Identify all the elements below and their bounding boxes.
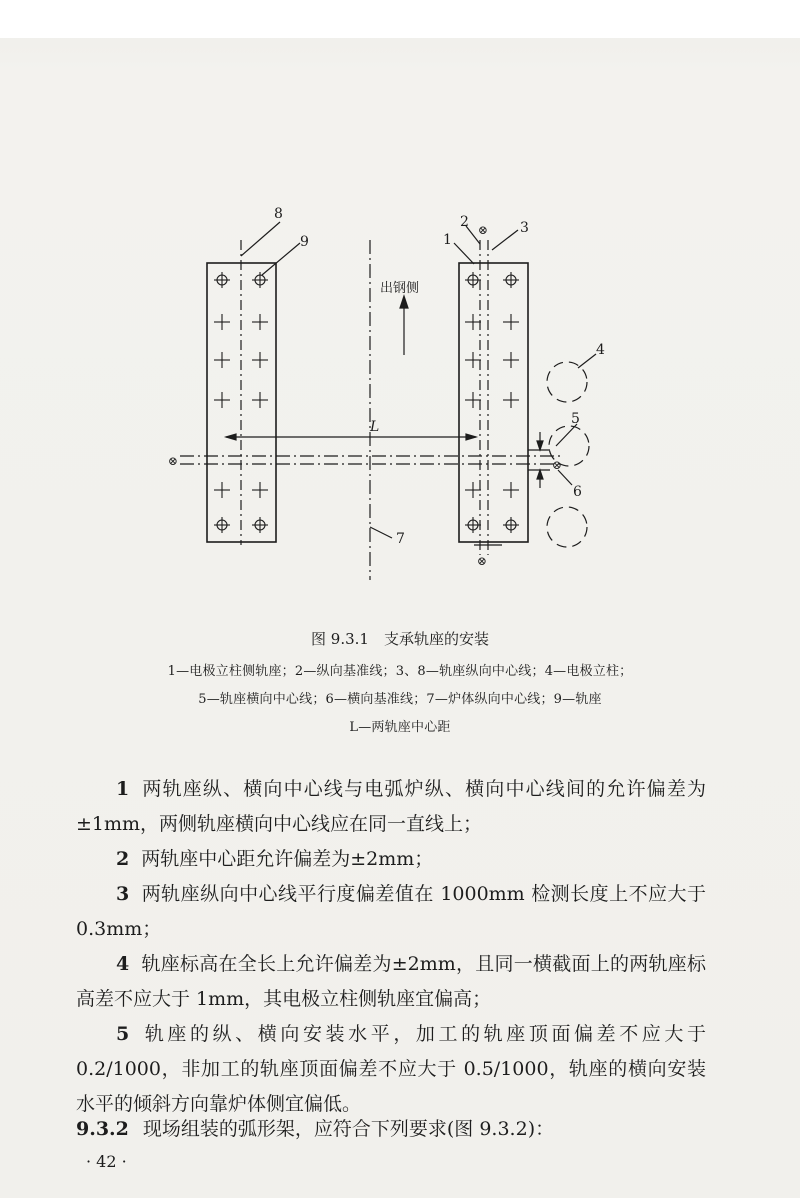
item-text: 轨座标高在全长上允许偏差为±2mm，且同一横截面上的两轨座标高差不应大于 1mm，其电极立柱侧轨座宜偏高； — [76, 953, 706, 1010]
item-number: 2 — [116, 848, 130, 870]
cross-marker-bottom: ⊗ — [477, 554, 488, 568]
clause-heading — [76, 1112, 706, 1147]
list-item — [76, 842, 706, 877]
label-L: L — [370, 419, 380, 435]
item-number: 3 — [116, 883, 130, 905]
clause-number: 9.3.2 — [76, 1118, 129, 1140]
clause-text: 现场组装的弧形架，应符合下列要求(图 9.3.2)： — [142, 1118, 555, 1140]
figure-legend-line-2: 5—轨座横向中心线；6—横向基准线；7—炉体纵向中心线；9—轨座 — [198, 692, 602, 707]
label-outlet-side: 出钢侧 — [380, 281, 420, 296]
item-text: 两轨座纵向中心线平行度偏差值在 1000mm 检测长度上不应大于 0.3mm； — [76, 883, 706, 940]
label-1: 1 — [443, 232, 452, 248]
label-9: 9 — [300, 234, 309, 250]
scan-top-margin — [0, 0, 800, 38]
item-text: 两轨座纵、横向中心线与电弧炉纵、横向中心线间的允许偏差为±1mm，两侧轨座横向中心线应在同一直线上； — [76, 778, 706, 835]
page-number: · 42 · — [86, 1152, 127, 1171]
label-7: 7 — [396, 531, 405, 547]
list-item — [76, 877, 706, 947]
item-number: 4 — [116, 953, 130, 975]
label-5: 5 — [571, 411, 580, 427]
figure-caption: 图 9.3.1 支承轨座的安装 — [311, 630, 489, 648]
list-item — [76, 772, 706, 842]
figure-legend-line-3: L—两轨座中心距 — [349, 720, 451, 735]
label-6: 6 — [573, 484, 582, 500]
list-item — [76, 1017, 706, 1122]
item-text: 两轨座中心距允许偏差为±2mm； — [141, 848, 434, 870]
cross-marker-top: ⊗ — [478, 223, 489, 237]
item-number: 1 — [116, 778, 130, 800]
list-item — [76, 947, 706, 1017]
label-4: 4 — [596, 342, 605, 358]
figure-rail-seat-installation — [150, 200, 610, 580]
right-rail-seat — [459, 263, 528, 542]
cross-marker-right: ⊗ — [552, 458, 563, 472]
item-text: 轨座的纵、横向安装水平，加工的轨座顶面偏差不应大于 0.2/1000，非加工的轨座顶面偏差不应大于 0.5/1000，轨座的横向安装水平的倾斜方向靠炉体侧宜偏低。 — [76, 1023, 706, 1115]
cross-marker-left: ⊗ — [168, 454, 179, 468]
label-8: 8 — [274, 206, 283, 222]
item-number: 5 — [116, 1023, 130, 1045]
figure-legend-line-1: 1—电极立柱侧轨座；2—纵向基准线；3、8—轨座纵向中心线；4—电极立柱； — [167, 664, 633, 679]
label-3: 3 — [520, 220, 529, 236]
right-seat-bolts — [465, 272, 519, 533]
label-2: 2 — [460, 214, 469, 230]
